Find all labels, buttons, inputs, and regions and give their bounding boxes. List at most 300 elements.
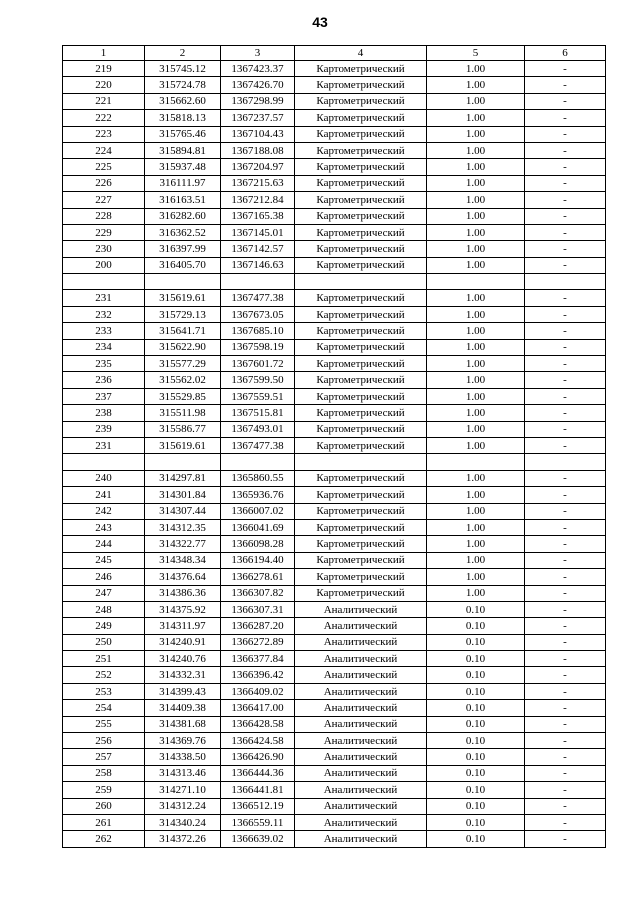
- table-row: [63, 306, 606, 322]
- table-cell: -: [525, 733, 606, 749]
- table-cell: Аналитический: [295, 814, 427, 830]
- table-cell: 314312.24: [145, 798, 221, 814]
- table-cell: Картометрический: [295, 257, 427, 273]
- table-cell: -: [525, 192, 606, 208]
- table-row: [63, 634, 606, 650]
- table-cell: Картометрический: [295, 536, 427, 552]
- table-cell: 240: [63, 470, 145, 486]
- table-cell: 315641.71: [145, 323, 221, 339]
- table-cell: 315577.29: [145, 356, 221, 372]
- table-cell: -: [525, 126, 606, 142]
- table-cell: 219: [63, 61, 145, 77]
- table-cell: 1.00: [427, 503, 525, 519]
- table-cell: 1367188.08: [221, 142, 295, 158]
- table-cell: 1.00: [427, 192, 525, 208]
- table-cell: 230: [63, 241, 145, 257]
- table-cell: Картометрический: [295, 61, 427, 77]
- table-row: [63, 437, 606, 453]
- table-cell: Картометрический: [295, 159, 427, 175]
- table-cell: 256: [63, 733, 145, 749]
- table-cell-empty: [63, 274, 145, 290]
- table-cell: 1.00: [427, 142, 525, 158]
- table-cell: Аналитический: [295, 634, 427, 650]
- table-cell: 1.00: [427, 241, 525, 257]
- table-cell: -: [525, 142, 606, 158]
- column-header: 4: [295, 46, 427, 61]
- table-cell: Аналитический: [295, 831, 427, 847]
- table-cell-empty: [427, 274, 525, 290]
- table-cell: 314399.43: [145, 683, 221, 699]
- table-cell: 248: [63, 601, 145, 617]
- table-cell: 255: [63, 716, 145, 732]
- table-cell: Картометрический: [295, 519, 427, 535]
- table-cell: Картометрический: [295, 192, 427, 208]
- table-cell: 0.10: [427, 601, 525, 617]
- table-cell: 1366098.28: [221, 536, 295, 552]
- table-row: [63, 224, 606, 240]
- table-cell: 1366041.69: [221, 519, 295, 535]
- table-cell: 315937.48: [145, 159, 221, 175]
- table-cell: 225: [63, 159, 145, 175]
- table-cell: 316282.60: [145, 208, 221, 224]
- table-cell: 243: [63, 519, 145, 535]
- table-cell: Аналитический: [295, 733, 427, 749]
- table-row: [63, 159, 606, 175]
- table-row: [63, 749, 606, 765]
- table-cell: 0.10: [427, 814, 525, 830]
- table-cell: 0.10: [427, 700, 525, 716]
- table-cell: -: [525, 257, 606, 273]
- table-row: [63, 61, 606, 77]
- table-row: [63, 585, 606, 601]
- table-cell: Картометрический: [295, 356, 427, 372]
- table-cell: 1367515.81: [221, 405, 295, 421]
- table-cell: 1367559.51: [221, 388, 295, 404]
- table-cell: -: [525, 552, 606, 568]
- table-cell: 314311.97: [145, 618, 221, 634]
- table-cell: 236: [63, 372, 145, 388]
- table-cell: 1365936.76: [221, 487, 295, 503]
- table-cell: -: [525, 77, 606, 93]
- table-cell: 1366307.82: [221, 585, 295, 601]
- table-cell: 314301.84: [145, 487, 221, 503]
- table-cell: Картометрический: [295, 339, 427, 355]
- table-row: [63, 421, 606, 437]
- table-cell: Аналитический: [295, 651, 427, 667]
- page-number: 43: [312, 14, 328, 30]
- table-cell: Картометрический: [295, 77, 427, 93]
- table-cell: 1.00: [427, 306, 525, 322]
- table-row: [63, 339, 606, 355]
- table-cell: Картометрический: [295, 323, 427, 339]
- table-cell: 232: [63, 306, 145, 322]
- table-cell: Картометрический: [295, 405, 427, 421]
- table-cell: 315765.46: [145, 126, 221, 142]
- table-cell: 1366409.02: [221, 683, 295, 699]
- table-cell: 261: [63, 814, 145, 830]
- table-row: [63, 192, 606, 208]
- table-cell: Картометрический: [295, 241, 427, 257]
- table-cell: -: [525, 503, 606, 519]
- table-cell: 314240.76: [145, 651, 221, 667]
- table-cell: 1.00: [427, 224, 525, 240]
- table-cell: 315511.98: [145, 405, 221, 421]
- table-cell: 1366377.84: [221, 651, 295, 667]
- table-cell: Картометрический: [295, 175, 427, 191]
- column-header: 3: [221, 46, 295, 61]
- table-cell-empty: [525, 274, 606, 290]
- table-row: [63, 618, 606, 634]
- table-cell: 1367673.05: [221, 306, 295, 322]
- table-cell: 1367423.37: [221, 61, 295, 77]
- table-cell: 1366512.19: [221, 798, 295, 814]
- table-cell: -: [525, 290, 606, 306]
- table-cell: 316397.99: [145, 241, 221, 257]
- table-cell: -: [525, 782, 606, 798]
- table-cell: 1.00: [427, 585, 525, 601]
- table-cell: 1366428.58: [221, 716, 295, 732]
- table-cell: 314332.31: [145, 667, 221, 683]
- table-cell: Картометрический: [295, 372, 427, 388]
- table-cell: -: [525, 749, 606, 765]
- table-cell: 315586.77: [145, 421, 221, 437]
- table-cell: 1.00: [427, 372, 525, 388]
- table-separator-row: [63, 274, 606, 290]
- table-cell: 1366396.42: [221, 667, 295, 683]
- table-cell: 229: [63, 224, 145, 240]
- table-cell-empty: [295, 454, 427, 470]
- table-row: [63, 290, 606, 306]
- table-cell: 314348.34: [145, 552, 221, 568]
- table-cell: 1.00: [427, 339, 525, 355]
- table-cell: -: [525, 470, 606, 486]
- table-cell: 1.00: [427, 159, 525, 175]
- table-cell: 315622.90: [145, 339, 221, 355]
- table-cell: Картометрический: [295, 208, 427, 224]
- table-cell: 249: [63, 618, 145, 634]
- table-cell: 1366444.36: [221, 765, 295, 781]
- table-cell: 245: [63, 552, 145, 568]
- table-row: [63, 470, 606, 486]
- table-cell: 1366278.61: [221, 569, 295, 585]
- table-cell: 1.00: [427, 388, 525, 404]
- table-cell: 0.10: [427, 716, 525, 732]
- table-cell: 314340.24: [145, 814, 221, 830]
- table-cell: 1366426.90: [221, 749, 295, 765]
- table-header-row: [63, 46, 606, 61]
- table-cell: 1.00: [427, 175, 525, 191]
- table-cell: 315529.85: [145, 388, 221, 404]
- table-cell: 314271.10: [145, 782, 221, 798]
- table-cell: -: [525, 306, 606, 322]
- table-cell: 0.10: [427, 782, 525, 798]
- table-cell: -: [525, 388, 606, 404]
- table-cell: 315562.02: [145, 372, 221, 388]
- table-cell: 316362.52: [145, 224, 221, 240]
- table-row: [63, 814, 606, 830]
- table-cell: 314297.81: [145, 470, 221, 486]
- table-cell: -: [525, 700, 606, 716]
- table-cell: 1367598.19: [221, 339, 295, 355]
- table-cell: Картометрический: [295, 421, 427, 437]
- table-cell: 0.10: [427, 749, 525, 765]
- table-cell: 234: [63, 339, 145, 355]
- table-cell: 1366007.02: [221, 503, 295, 519]
- table-row: [63, 241, 606, 257]
- table-cell: Аналитический: [295, 618, 427, 634]
- table-cell: -: [525, 339, 606, 355]
- table-cell-empty: [295, 274, 427, 290]
- table-cell: 1.00: [427, 437, 525, 453]
- table-cell: Картометрический: [295, 470, 427, 486]
- table-row: [63, 831, 606, 847]
- table-cell: Картометрический: [295, 290, 427, 306]
- table-cell: 1367477.38: [221, 290, 295, 306]
- table-row: [63, 372, 606, 388]
- table-cell: 253: [63, 683, 145, 699]
- table-cell: Картометрический: [295, 126, 427, 142]
- table-cell: Картометрический: [295, 306, 427, 322]
- table-cell: Аналитический: [295, 798, 427, 814]
- table-cell: 1.00: [427, 552, 525, 568]
- table-cell: 1.00: [427, 405, 525, 421]
- table-cell: -: [525, 405, 606, 421]
- table-cell: 200: [63, 257, 145, 273]
- table-cell: Картометрический: [295, 142, 427, 158]
- table-cell-empty: [221, 454, 295, 470]
- table-cell: 1.00: [427, 61, 525, 77]
- table-cell: -: [525, 814, 606, 830]
- table-cell-empty: [427, 454, 525, 470]
- table-cell: Аналитический: [295, 683, 427, 699]
- table-cell: 239: [63, 421, 145, 437]
- table-row: [63, 93, 606, 109]
- table-cell: 1.00: [427, 126, 525, 142]
- table-cell: 251: [63, 651, 145, 667]
- table-cell: -: [525, 224, 606, 240]
- table-cell: 226: [63, 175, 145, 191]
- table-cell: 315818.13: [145, 110, 221, 126]
- column-header: 6: [525, 46, 606, 61]
- table-cell: 1366287.20: [221, 618, 295, 634]
- table-cell: 315619.61: [145, 290, 221, 306]
- table-cell: 231: [63, 437, 145, 453]
- table-cell: 1366194.40: [221, 552, 295, 568]
- table-cell: 246: [63, 569, 145, 585]
- table-row: [63, 782, 606, 798]
- table-cell: 237: [63, 388, 145, 404]
- table-cell: 0.10: [427, 618, 525, 634]
- table-cell: -: [525, 634, 606, 650]
- table-cell: 314409.38: [145, 700, 221, 716]
- table-cell: 315724.78: [145, 77, 221, 93]
- table-cell: 314312.35: [145, 519, 221, 535]
- table-cell: 315745.12: [145, 61, 221, 77]
- table-cell: 1.00: [427, 110, 525, 126]
- table-cell: 0.10: [427, 634, 525, 650]
- table-cell: -: [525, 175, 606, 191]
- table-cell: 314338.50: [145, 749, 221, 765]
- table-cell: 314372.26: [145, 831, 221, 847]
- table-cell: Картометрический: [295, 569, 427, 585]
- table-cell: 1367104.43: [221, 126, 295, 142]
- table-cell: 241: [63, 487, 145, 503]
- table-cell: -: [525, 487, 606, 503]
- table-cell: 314375.92: [145, 601, 221, 617]
- table-cell: 314381.68: [145, 716, 221, 732]
- table-cell: 222: [63, 110, 145, 126]
- table-cell: 314240.91: [145, 634, 221, 650]
- table-cell: 1.00: [427, 470, 525, 486]
- table-row: [63, 142, 606, 158]
- table-cell: -: [525, 356, 606, 372]
- table-cell: Аналитический: [295, 716, 427, 732]
- table-cell: 227: [63, 192, 145, 208]
- table-row: [63, 503, 606, 519]
- table-cell: 1367426.70: [221, 77, 295, 93]
- table-cell: 1367165.38: [221, 208, 295, 224]
- table-cell: -: [525, 831, 606, 847]
- table-cell: 1367145.01: [221, 224, 295, 240]
- table-row: [63, 126, 606, 142]
- column-header: 2: [145, 46, 221, 61]
- table-row: [63, 651, 606, 667]
- table-cell: 1367601.72: [221, 356, 295, 372]
- table-cell: -: [525, 519, 606, 535]
- table-cell: 1366559.11: [221, 814, 295, 830]
- table-cell: 221: [63, 93, 145, 109]
- table-cell: 252: [63, 667, 145, 683]
- table-cell: 315619.61: [145, 437, 221, 453]
- table-cell: 1.00: [427, 290, 525, 306]
- table-cell: 1.00: [427, 323, 525, 339]
- table-row: [63, 716, 606, 732]
- table-cell: 1367146.63: [221, 257, 295, 273]
- table-row: [63, 601, 606, 617]
- table-cell: 1.00: [427, 208, 525, 224]
- table-cell: Картометрический: [295, 487, 427, 503]
- table-cell: 1366307.31: [221, 601, 295, 617]
- table-cell: Аналитический: [295, 749, 427, 765]
- table-cell: 1367477.38: [221, 437, 295, 453]
- table-cell: 260: [63, 798, 145, 814]
- table-cell: 258: [63, 765, 145, 781]
- table-cell: 1365860.55: [221, 470, 295, 486]
- table-cell: 314307.44: [145, 503, 221, 519]
- table-cell-empty: [145, 454, 221, 470]
- table-cell: 0.10: [427, 798, 525, 814]
- table-cell: 0.10: [427, 733, 525, 749]
- table-cell: 1.00: [427, 569, 525, 585]
- table-cell: 314369.76: [145, 733, 221, 749]
- table-cell: 1.00: [427, 519, 525, 535]
- table-cell: -: [525, 683, 606, 699]
- table-cell: 0.10: [427, 651, 525, 667]
- table-cell: 0.10: [427, 765, 525, 781]
- table-cell-empty: [63, 454, 145, 470]
- table-cell: 0.10: [427, 831, 525, 847]
- table-cell: 1.00: [427, 421, 525, 437]
- column-header: 5: [427, 46, 525, 61]
- table-cell: -: [525, 323, 606, 339]
- table-cell: 314376.64: [145, 569, 221, 585]
- table-body: [63, 61, 606, 848]
- table-cell: -: [525, 651, 606, 667]
- table-cell: 1367142.57: [221, 241, 295, 257]
- table-cell: 315729.13: [145, 306, 221, 322]
- table-cell: 1366441.81: [221, 782, 295, 798]
- coordinates-table: [62, 45, 606, 848]
- table-row: [63, 700, 606, 716]
- table-cell: -: [525, 569, 606, 585]
- table-cell: Картометрический: [295, 93, 427, 109]
- table-row: [63, 405, 606, 421]
- table-cell: 223: [63, 126, 145, 142]
- table-cell: 1367212.84: [221, 192, 295, 208]
- table-row: [63, 667, 606, 683]
- table-cell: 247: [63, 585, 145, 601]
- table-cell: -: [525, 618, 606, 634]
- table-cell-empty: [525, 454, 606, 470]
- table-cell: Картометрический: [295, 224, 427, 240]
- table-cell: 314386.36: [145, 585, 221, 601]
- table-cell: 1367685.10: [221, 323, 295, 339]
- table-cell: 316111.97: [145, 175, 221, 191]
- table-cell: 1367493.01: [221, 421, 295, 437]
- table-cell: 231: [63, 290, 145, 306]
- table-cell: 220: [63, 77, 145, 93]
- table-row: [63, 208, 606, 224]
- table-cell: 1366272.89: [221, 634, 295, 650]
- table-cell-empty: [145, 274, 221, 290]
- table-cell: Аналитический: [295, 765, 427, 781]
- table-cell: 235: [63, 356, 145, 372]
- table-cell: 316163.51: [145, 192, 221, 208]
- table-cell: 238: [63, 405, 145, 421]
- table-cell: 314322.77: [145, 536, 221, 552]
- table-cell: 315894.81: [145, 142, 221, 158]
- table-cell: -: [525, 61, 606, 77]
- table-cell: -: [525, 536, 606, 552]
- table-cell: 1367298.99: [221, 93, 295, 109]
- table-cell: Картометрический: [295, 110, 427, 126]
- table-cell: Картометрический: [295, 503, 427, 519]
- table-row: [63, 765, 606, 781]
- table-row: [63, 110, 606, 126]
- table-cell: 1.00: [427, 356, 525, 372]
- table-cell: 316405.70: [145, 257, 221, 273]
- table-cell: -: [525, 716, 606, 732]
- table-cell: 1367204.97: [221, 159, 295, 175]
- table-row: [63, 552, 606, 568]
- column-header: 1: [63, 46, 145, 61]
- table-cell: 314313.46: [145, 765, 221, 781]
- table-cell: 259: [63, 782, 145, 798]
- table-row: [63, 487, 606, 503]
- table-cell: 244: [63, 536, 145, 552]
- table-row: [63, 356, 606, 372]
- table-cell: 0.10: [427, 683, 525, 699]
- table-cell: 224: [63, 142, 145, 158]
- table-cell: 1367237.57: [221, 110, 295, 126]
- table-cell: 1.00: [427, 257, 525, 273]
- table-cell: -: [525, 421, 606, 437]
- table-cell: 315662.60: [145, 93, 221, 109]
- table-cell: Аналитический: [295, 782, 427, 798]
- table-cell: -: [525, 437, 606, 453]
- table-row: [63, 77, 606, 93]
- table-cell: 0.10: [427, 667, 525, 683]
